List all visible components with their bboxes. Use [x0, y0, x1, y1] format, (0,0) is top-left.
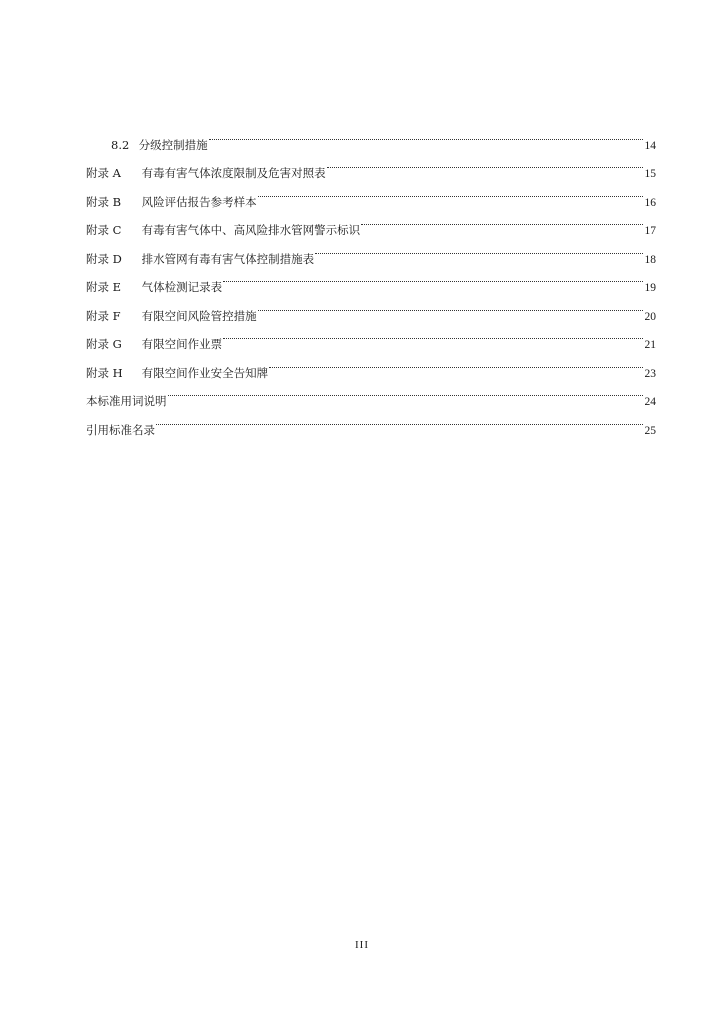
toc-entry-code: 附录 A — [86, 166, 121, 180]
toc-entry-code: 附录 D — [86, 251, 122, 266]
toc-entry-page: 15 — [644, 168, 656, 180]
toc-entry-code: 附录 B — [86, 194, 122, 209]
toc-entry-title: 有毒有害气体浓度限制及危害对照表 — [141, 166, 326, 180]
toc-dot-leader — [209, 120, 643, 149]
page-number: III — [355, 939, 369, 951]
toc-entry-code: 附录 C — [86, 223, 122, 237]
toc-entry-page: 23 — [644, 367, 656, 380]
toc-entry-page: 24 — [644, 396, 656, 408]
toc-entry-title: 分级控制措施 — [138, 137, 208, 152]
toc-dot-leader — [258, 291, 643, 320]
toc-dot-leader — [156, 405, 643, 434]
toc-entry-code: 8.2 — [111, 137, 130, 152]
toc-entry-title: 有毒有害气体中、高风险排水管网警示标识 — [141, 223, 361, 237]
toc-entry-title: 有限空间作业票 — [141, 337, 223, 351]
toc-entry-page: 20 — [644, 310, 656, 323]
toc-entry-code: 附录 E — [86, 280, 122, 294]
toc-entry-page: 19 — [644, 282, 656, 294]
toc-entry-title: 气体检测记录表 — [141, 280, 223, 294]
toc-entry-title: 有限空间作业安全告知牌 — [141, 365, 269, 380]
toc-dot-leader — [315, 234, 642, 263]
toc-entry-8-2[interactable] — [86, 120, 656, 152]
toc-dot-leader — [361, 206, 642, 235]
toc-dot-leader — [223, 320, 642, 349]
toc-entry-page: 17 — [644, 225, 656, 237]
toc-dot-leader — [168, 377, 643, 406]
toc-entry-page: 25 — [644, 424, 656, 437]
table-of-contents — [86, 120, 656, 437]
toc-entry-code: 附录 G — [86, 337, 122, 351]
toc-entry-code: 附录 F — [86, 308, 121, 323]
toc-entry-wording-explanation[interactable] — [86, 377, 656, 406]
toc-dot-leader — [269, 348, 642, 377]
toc-entry-code: 附录 H — [86, 365, 123, 380]
toc-entry-page: 21 — [644, 339, 656, 351]
toc-entry-title: 有限空间风险管控措施 — [141, 308, 257, 323]
toc-entry-title: 排水管网有毒有害气体控制措施表 — [141, 251, 315, 266]
toc-entry-title: 本标准用词说明 — [86, 394, 167, 408]
toc-dot-leader — [327, 149, 643, 178]
toc-entry-title: 引用标准名录 — [86, 422, 155, 437]
toc-dot-leader — [258, 177, 643, 206]
toc-entry-title: 风险评估报告参考样本 — [141, 194, 257, 209]
toc-entry-referenced-standards[interactable] — [86, 405, 656, 437]
toc-entry-page: 18 — [644, 253, 656, 266]
toc-entry-page: 16 — [644, 196, 656, 209]
toc-dot-leader — [223, 263, 642, 292]
toc-entry-page: 14 — [644, 139, 656, 152]
